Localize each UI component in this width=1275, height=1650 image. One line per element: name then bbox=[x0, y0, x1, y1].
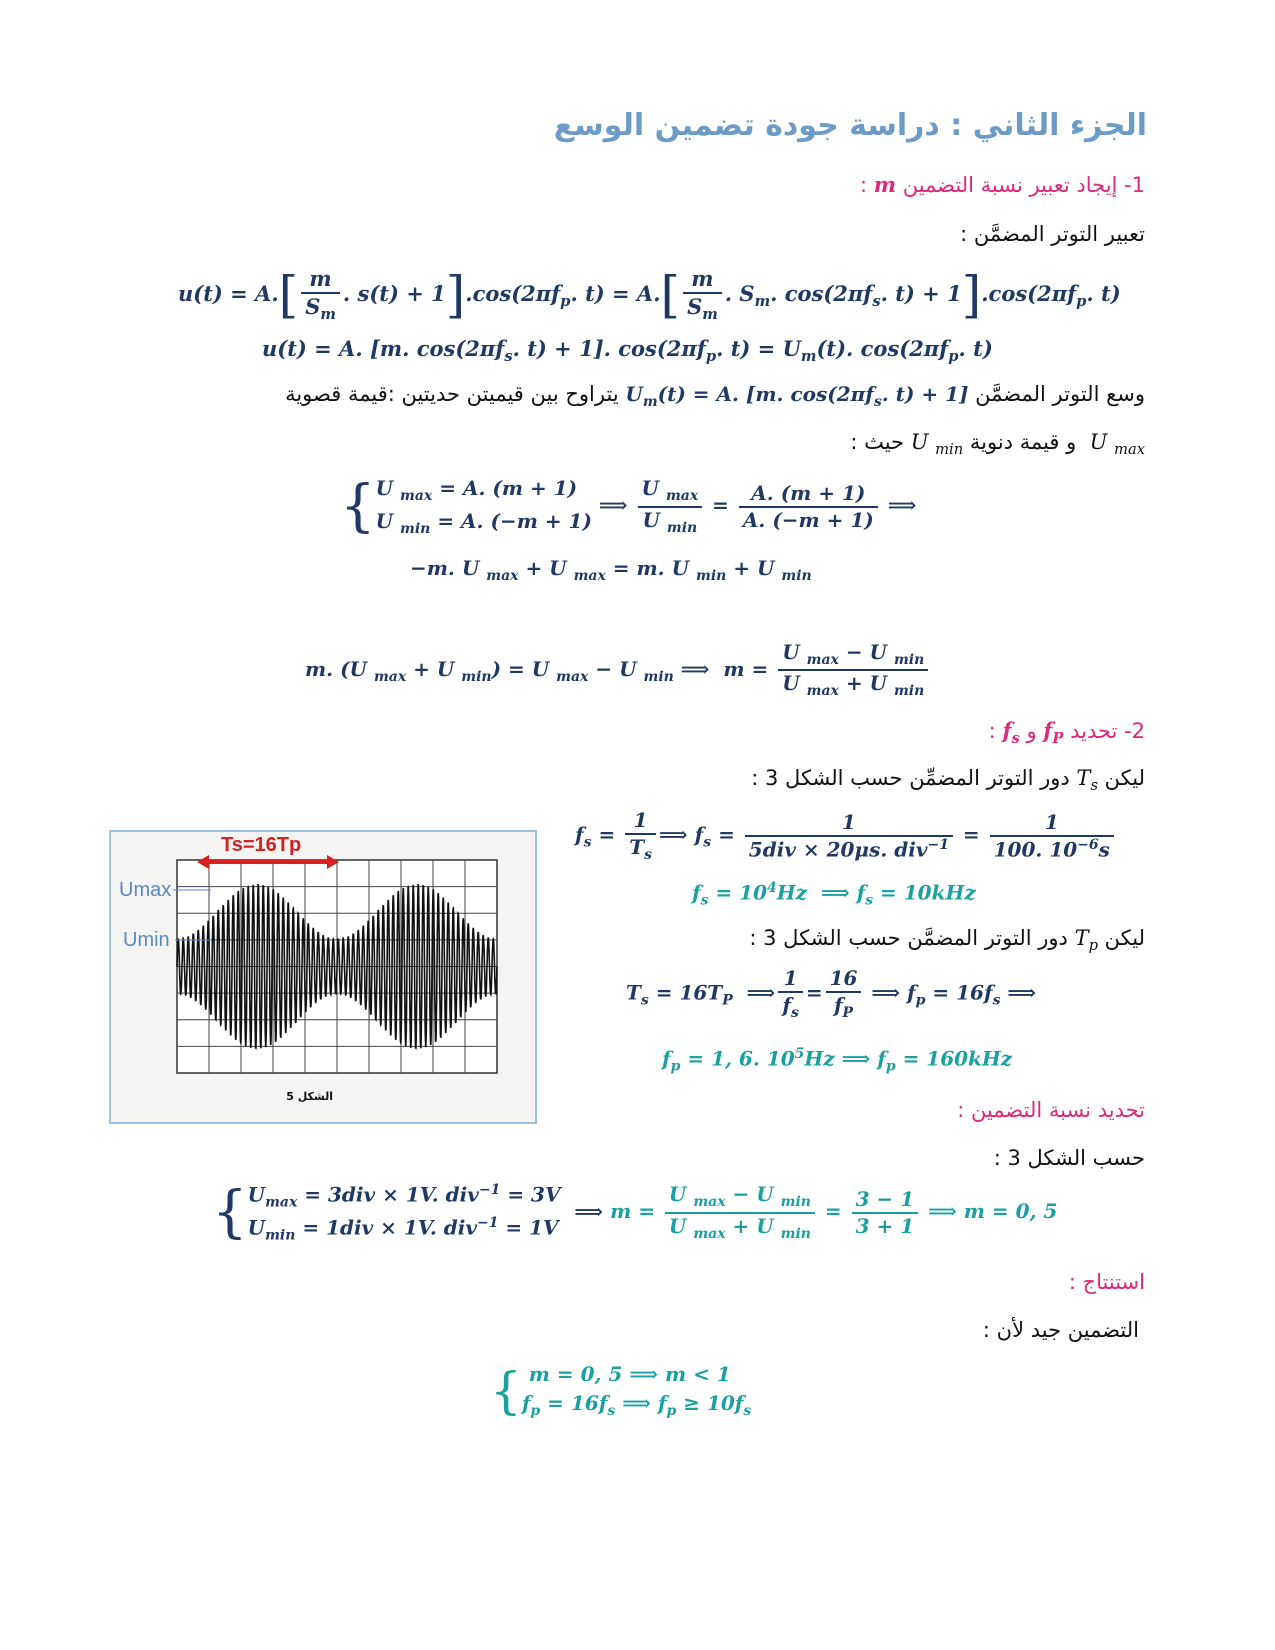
umax-label: Umax bbox=[119, 879, 172, 901]
conclusion-heading: استنتاج : bbox=[1068, 1270, 1145, 1294]
tp-line bbox=[749, 926, 1145, 954]
equation-u-t-simplified: u(t) = A. [m. $\cos(2\pi f_s$. t) + 1]. $\cos(2\pi f_p$. $t) = U_m(t)$. $\cos(2\pi f_p$. t) bbox=[262, 336, 993, 366]
section3-heading: تحديد نسبة التضمين : bbox=[957, 1098, 1145, 1122]
section1-line3-b: حيث : bbox=[850, 430, 905, 454]
section1-line3 bbox=[850, 430, 1145, 458]
section1-heading-colon: : bbox=[860, 173, 868, 197]
ts-arrow-label: Ts=16Tp bbox=[221, 834, 302, 856]
equation-fp: $T_s = 16T_P$ ⟹ $\frac{1}{f_s}$ = $\frac{16}{f_P}$ ⟹ $f_p = 16f_s$ ⟹ bbox=[626, 966, 1037, 1021]
equation-cross-multiply: −m. U $_{max}$ + U $_{max}$ = m. U $_{min}$ + U $_{min}$ bbox=[410, 556, 812, 584]
figure-caption: الشكل 5 bbox=[286, 1090, 333, 1103]
ts-symbol: $T_s$ bbox=[1076, 766, 1098, 795]
section1-heading-text: 1- إيجاد تعبير نسبة التضمين bbox=[902, 173, 1145, 197]
section1-line2-b: يتراوح بين قيميتن حديتين :قيمة قصوية bbox=[285, 382, 619, 406]
tp-symbol: $T_p$ bbox=[1074, 926, 1098, 955]
equation-umax-umin-system: {U $_{max}$ = A. (m + 1) U $_{min}$ = A. (−m + 1) ⟹ $\frac{U _{max}}{U _{min}}$ = $\frac{A. (m + 1)}{A. (-m + 1)}$ ⟹ bbox=[340, 474, 917, 539]
equation-m-formula: m. (U $_{max}$ + U $_{min}$) = U $_{max}$ − U $_{min}$ ⟹ m = $\frac{U _{max} - U _{min}}{U _{max} + U _{min}}$ bbox=[305, 640, 931, 701]
tp-line-b: دور التوتر المضمَّن حسب الشكل 3 : bbox=[749, 926, 1068, 950]
section1-line2 bbox=[285, 382, 1145, 410]
equation-u-t-expanded: u(t) = A.[ $\frac{m}{S_m}$ . $s(t) + 1].\cos(2\pi f_p$. t) = A.[ $\frac{m}{S_m}$ . $S_m$. $\cos(2\pi f_s$. $t) + 1].\cos(2\pi f_p$. t) bbox=[178, 266, 1121, 325]
oscilloscope-screen bbox=[111, 832, 535, 1122]
section2-heading bbox=[989, 718, 1145, 747]
page-title: الجزء الثاني : دراسة جودة تضمين الوسع bbox=[553, 108, 1147, 143]
section1-line1: تعبير التوتر المضمَّن : bbox=[960, 222, 1145, 246]
tp-line-a: ليكن bbox=[1104, 926, 1145, 950]
fp-result: $f_p = 1$, 6. $10^5Hz$ ⟹ $f_p = 160kHz$ bbox=[662, 1046, 1013, 1075]
oscilloscope-figure bbox=[109, 830, 537, 1124]
section1-heading bbox=[860, 172, 1145, 197]
envelope-formula: $U_m(t) = A$. [m. $\cos(2\pi f_s$. t) + 1] bbox=[625, 382, 969, 410]
section2-heading-colon: : bbox=[988, 719, 996, 743]
ts-line bbox=[751, 766, 1145, 794]
section2-heading-text: 2- تحديد bbox=[1070, 719, 1145, 743]
section1-heading-var: m bbox=[873, 172, 897, 197]
equation-fs: $f_s$ = $\frac{1}{T_s}$ ⟹ $f_s$ = $\frac{1}{5div \times 20\mu s. div^{-1}}$ = $\frac{1}{100. 10^{-6}s}$ bbox=[575, 808, 1117, 864]
conclusion-line1: التضمين جيد لأن : bbox=[982, 1318, 1139, 1342]
fs-result: $f_s = 10^4Hz$ ⟹ $f_s = 10kHz$ bbox=[692, 880, 976, 909]
ts-line-b: دور التوتر المضمِّن حسب الشكل 3 : bbox=[751, 766, 1070, 790]
fs-symbol: $f_s$ bbox=[1002, 718, 1020, 748]
umin-label: Umin bbox=[123, 929, 170, 951]
section2-heading-and: و bbox=[1026, 719, 1037, 743]
umin-symbol: U $_{min}$ bbox=[910, 430, 964, 459]
ts-line-a: ليكن bbox=[1104, 766, 1145, 790]
conclusion-conditions: { m = 0, 5 ⟹ m < 1 $f_p = 16f_s$ ⟹ $f_p \ge 10f_s$ bbox=[490, 1361, 752, 1420]
section3-line1: حسب الشكل 3 : bbox=[993, 1146, 1145, 1170]
fp-symbol: $f_P$ bbox=[1043, 718, 1064, 748]
section1-line3-a: و قيمة دنوية bbox=[969, 430, 1077, 454]
section1-line2-a: وسع التوتر المضمَّن bbox=[975, 382, 1145, 406]
equation-m-value: {$U_{max} = 3div \times 1V$. div$^{-1}$ = 3V $U_{min} = 1div \times 1V$. div$^{-1}$ = 1V ⟹ m = $\frac{U _{max} - U _{min}}{U _{max} + U _{min}}$ = $\frac{3 - 1}{3 + 1}$ ⟹ m = 0, 5 bbox=[212, 1180, 1058, 1246]
umax-symbol: U $_{max}$ bbox=[1089, 430, 1145, 459]
